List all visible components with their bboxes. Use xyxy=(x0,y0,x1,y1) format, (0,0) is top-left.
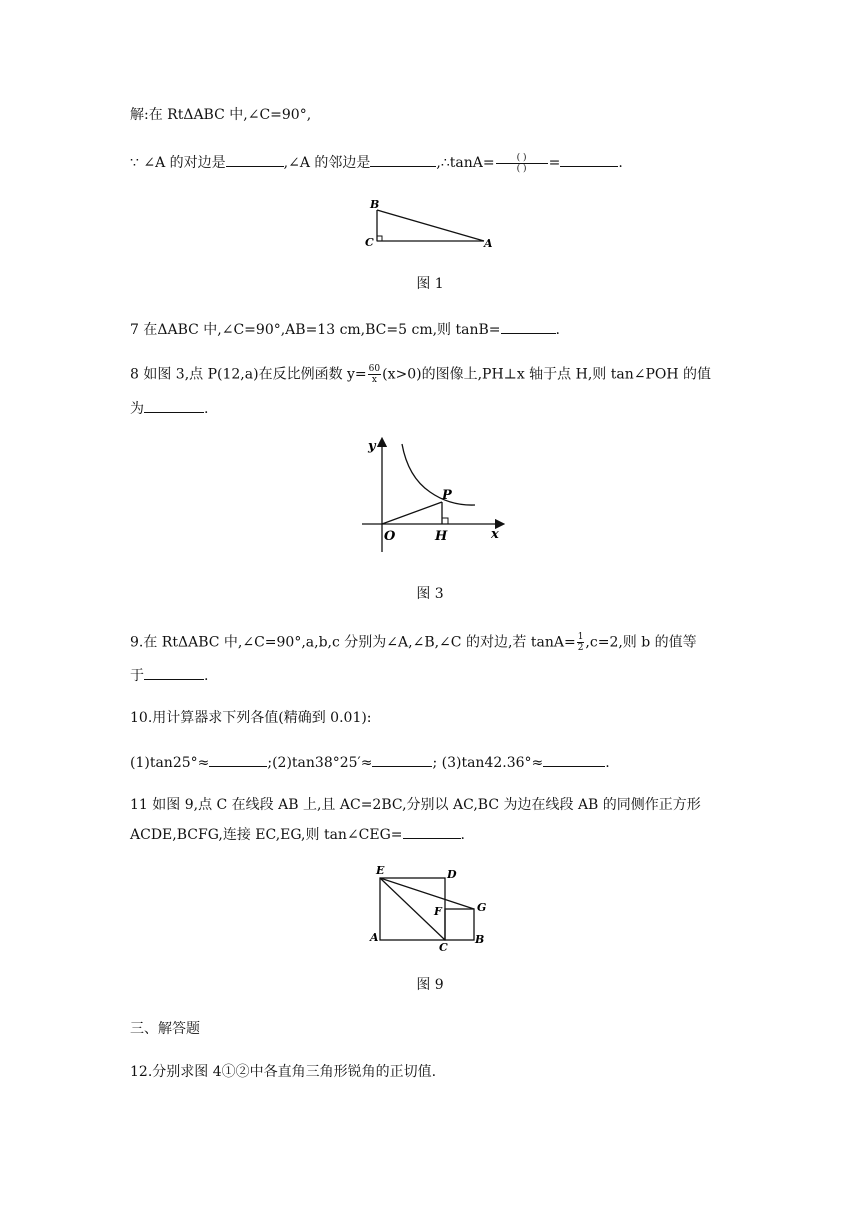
figure-3-graph xyxy=(360,432,510,552)
label-C: C xyxy=(439,941,448,954)
fraction-numerator: 1 xyxy=(577,632,584,642)
figure-1-triangle xyxy=(360,195,500,255)
answer-blank[interactable] xyxy=(543,752,605,767)
answer-blank[interactable] xyxy=(226,152,284,167)
fraction xyxy=(577,632,585,653)
text-segment: ∵ ∠A 的对边是 xyxy=(130,155,226,171)
answer-blank[interactable] xyxy=(372,752,432,767)
answer-blank[interactable] xyxy=(209,752,267,767)
question-7: 7 在ΔABC 中,∠C=90°,AB=13 cm,BC=5 cm,则 tanB= . xyxy=(130,319,560,340)
answer-blank[interactable] xyxy=(501,319,556,334)
label-D: D xyxy=(447,868,457,881)
fraction xyxy=(496,153,548,174)
question-10-items: (1)tan25°≈ ;(2)tan38°25′≈ ; (3)tan42.36°≈ . xyxy=(130,752,610,773)
answer-blank[interactable] xyxy=(403,824,461,839)
label-H: H xyxy=(435,529,448,544)
text-segment: ,c=2,则 b 的值等 xyxy=(585,634,697,651)
figure-1-caption: 图 1 xyxy=(416,276,444,292)
text-segment: ,∠A 的邻边是 xyxy=(283,155,371,171)
figure-3-caption: 图 3 xyxy=(416,586,444,602)
label-x: x xyxy=(491,527,499,542)
label-B: B xyxy=(370,198,380,211)
text-segment: 7 在ΔABC 中,∠C=90°,AB=13 cm,BC=5 cm,则 tanB= xyxy=(130,322,501,338)
text-segment: (x>0)的图像上,PH⊥x 轴于点 H,则 tan∠POH 的值 xyxy=(382,366,712,383)
fraction-denominator: x xyxy=(371,375,377,385)
label-y: y xyxy=(368,439,376,454)
label-O: O xyxy=(384,529,396,544)
question-8-line-1 xyxy=(130,364,711,385)
label-G: G xyxy=(477,901,487,914)
question-9-line-1 xyxy=(130,632,697,653)
question-9-line-2: 于 . xyxy=(130,665,208,686)
label-B: B xyxy=(475,933,485,946)
text-segment: 8 如图 3,点 P(12,a)在反比例函数 y= xyxy=(130,366,367,383)
text-segment: = xyxy=(548,155,561,171)
answer-blank[interactable] xyxy=(370,152,436,167)
label-E: E xyxy=(376,864,385,877)
question-11-line-1: 11 如图 9,点 C 在线段 AB 上,且 AC=2BC,分别以 AC,BC 为边在线段 AB 的同侧作正方形 xyxy=(130,797,701,813)
label-C: C xyxy=(365,236,374,249)
fraction-denominator: ( ) xyxy=(516,163,527,174)
label-A: A xyxy=(370,931,379,944)
label-F: F xyxy=(434,905,442,918)
tan-definition-line: ∵ ∠A 的对边是 ,∠A 的邻边是 ,∴tanA= $\frac{( )}{( )}$ = . xyxy=(130,152,623,174)
fraction-numerator: ( ) xyxy=(496,153,548,164)
question-8-line-2: 为 . xyxy=(130,398,208,419)
fraction-denominator: 2 xyxy=(577,643,584,653)
fraction-numerator: 60 xyxy=(368,364,381,374)
answer-blank[interactable] xyxy=(144,665,204,680)
answer-blank[interactable] xyxy=(560,152,618,167)
label-A: A xyxy=(484,237,493,250)
figure-9-squares xyxy=(365,860,495,955)
question-10: 10.用计算器求下列各值(精确到 0.01): xyxy=(130,710,372,726)
answer-blank[interactable] xyxy=(144,398,204,413)
figure-9-caption: 图 9 xyxy=(416,977,444,993)
text-segment: 9.在 RtΔABC 中,∠C=90°,a,b,c 分别为∠A,∠B,∠C 的对边,若 tanA= xyxy=(130,634,576,651)
fraction xyxy=(368,364,381,385)
question-12: 12.分别求图 4①②中各直角三角形锐角的正切值. xyxy=(130,1064,437,1080)
label-P: P xyxy=(442,488,452,503)
question-11-line-2: ACDE,BCFG,连接 EC,EG,则 tan∠CEG= . xyxy=(130,824,465,845)
text-segment: ,∴tanA= xyxy=(436,155,495,171)
section-heading: 三、解答题 xyxy=(130,1021,200,1037)
solution-intro: 解:在 RtΔABC 中,∠C=90°, xyxy=(130,107,312,123)
